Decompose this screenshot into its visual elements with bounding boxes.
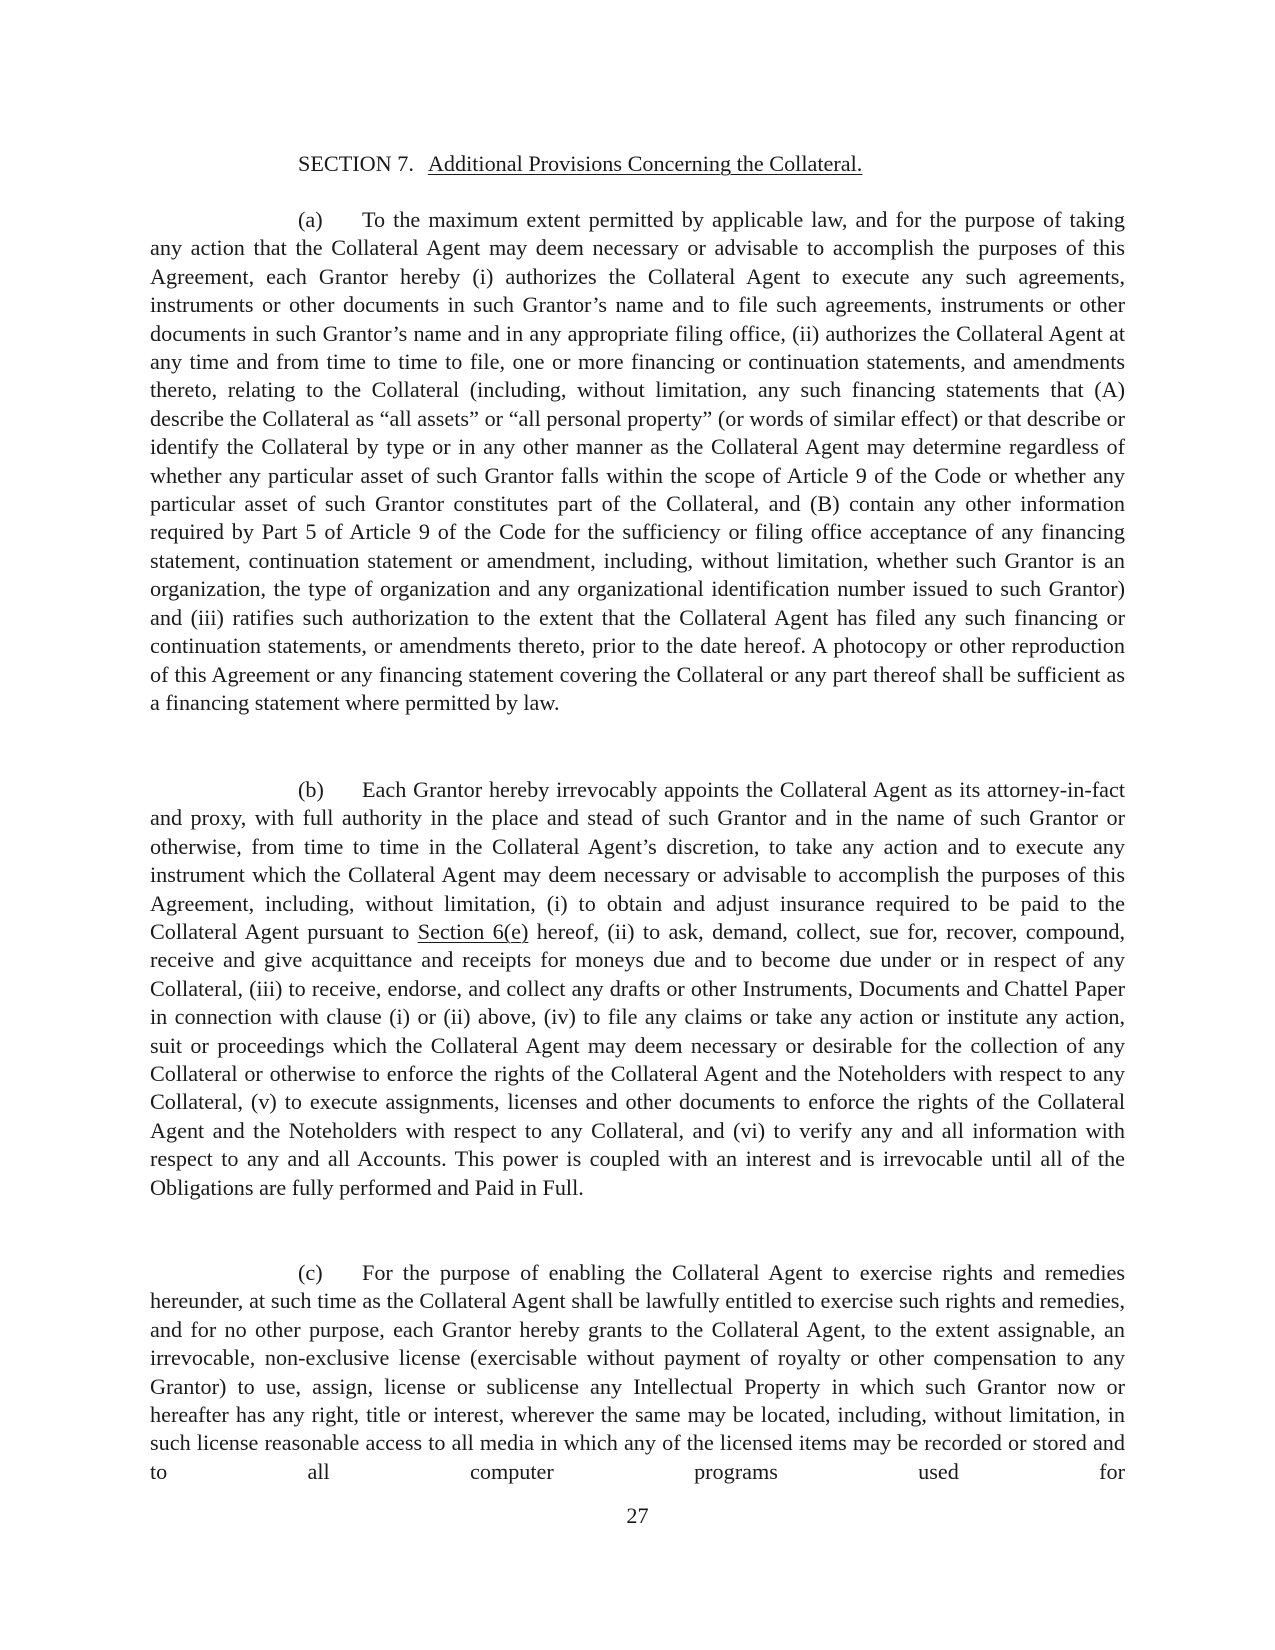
paragraph-c-marker: (c) [298, 1260, 323, 1285]
paragraph-c-text: For the purpose of enabling the Collateral Agent to exercise rights and remedies hereunder, at such time as the Collateral Agent shall be lawfully entitled to exercise such rights and remedies, and for no other purpose, each Grantor hereby grants to the Collateral Agent, to the extent assignable, an irrevocable, non-exclusive license (exercisable without payment of royalty or other compensation to any Grantor) to use, assign, license or sublicense any Intellectual Property in which such Grantor now or hereafter has any right, title or interest, wherever the same may be located, including, without limitation, in such license reasonable access to all media in which any of the licensed items may be recorded or stored and to all computer programs used for [150, 1260, 1125, 1484]
section-6e-reference: Section 6(e) [417, 919, 529, 945]
section-heading [298, 150, 862, 178]
paragraph-c [150, 1259, 1125, 1486]
paragraph-a [150, 206, 1125, 717]
section-title: Additional Provisions Concerning the Collateral. [427, 151, 863, 176]
paragraph-b [150, 776, 1125, 1202]
paragraph-a-text: To the maximum extent permitted by applicable law, and for the purpose of taking any action that the Collateral Agent may deem necessary or advisable to accomplish the purposes of this Agreement, each Grantor hereby (i) authorizes the Collateral Agent to execute any such agreements, instruments or other documents in such Grantor’s name and to file such agreements, instruments or other documents in such Grantor’s name and in any appropriate filing office, (ii) authorizes the Collateral Agent at any time and from time to time to file, one or more financing or continuation statements, and amendments thereto, relating to the Collateral (including, without limitation, any such financing statements that (A) describe the Collateral as “all assets” or “all personal property” (or words of similar effect) or that describe or identify the Collateral by type or in any other manner as the Collateral Agent may determine regardless of whether any particular asset of such Grantor falls within the scope of Article 9 of the Code or whether any particular asset of such Grantor constitutes part of the Collateral, and (B) contain any other information required by Part 5 of Article 9 of the Code for the sufficiency or filing office acceptance of any financing statement, continuation statement or amendment, including, without limitation, whether such Grantor is an organization, the type of organization and any organizational identification number issued to such Grantor) and (iii) ratifies such authorization to the extent that the Collateral Agent has filed any such financing or continuation statements, or amendments thereto, prior to the date hereof. A photocopy or other reproduction of this Agreement or any financing statement covering the Collateral or any part thereof shall be sufficient as a financing statement where permitted by law. [150, 207, 1125, 715]
paragraph-b-text-part2: hereof, (ii) to ask, demand, collect, sue for, recover, compound, receive and give acquittance and receipts for moneys due and to become due under or in respect of any Collateral, (iii) to receive, endorse, and collect any drafts or other Instruments, Documents and Chattel Paper in connection with clause (i) or (ii) above, (iv) to file any claims or take any action or institute any action, suit or proceedings which the Collateral Agent may deem necessary or desirable for the collection of any Collateral or otherwise to enforce the rights of the Collateral Agent and the Noteholders with respect to any Collateral, (v) to execute assignments, licenses and other documents to enforce the rights of the Collateral Agent and the Noteholders with respect to any Collateral, and (vi) to verify any and all information with respect to any and all Accounts. This power is coupled with an interest and is irrevocable until all of the Obligations are fully performed and Paid in Full. [150, 919, 1125, 1200]
page-number: 27 [626, 1503, 649, 1528]
paragraph-b-marker: (b) [298, 777, 324, 802]
paragraph-a-marker: (a) [298, 207, 323, 232]
paragraph-b-text-part1: Each Grantor hereby irrevocably appoints the Collateral Agent as its attorney-in-fact and proxy, with full authority in the place and stead of such Grantor and in the name of such Grantor or otherwise, from time to time in the Collateral Agent’s discretion, to take any action and to execute any instrument which the Collateral Agent may deem necessary or advisable to accomplish the purposes of this Agreement, including, without limitation, (i) to obtain and adjust insurance required to be paid to the Collateral Agent pursuant to [150, 777, 1125, 945]
section-number: SECTION 7. [298, 151, 414, 176]
